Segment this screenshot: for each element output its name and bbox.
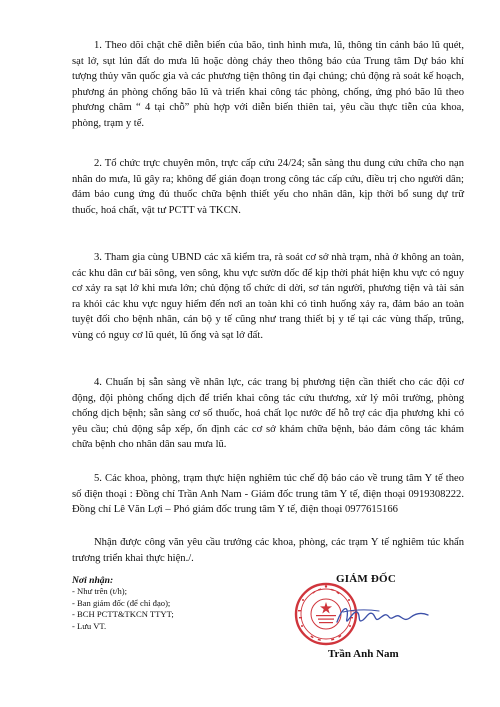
recipients-block [72, 575, 272, 632]
signer-position: GIÁM ĐỐC [336, 573, 396, 585]
paragraph-1: 1. Theo dõi chặt chẽ diễn biến của bão, tình hình mưa, lũ, thông tin cảnh báo lũ quét, sạt lở, sụt lún đất do mưa lũ hoặc dòng chảy theo thông báo của Trung tâm Dự báo khí tượng thủy văn quốc gia và các phương tiện thông tin đại chúng; chủ động rà soát kế hoạch, phương án phòng chống bão lũ và triển khai công tác phòng, chống, ứng phó bão lũ theo phương châm “ 4 tại chỗ” phù hợp với diễn biến thiên tai, yêu cầu thực tiễn của khoa, phòng, trạm y tế. [72, 40, 464, 129]
recipients-title: Nơi nhận: [72, 575, 114, 586]
signer-name: Trần Anh Nam [328, 648, 399, 660]
recipient-item: - BCH PCTT&TKCN TTYT; [72, 609, 174, 620]
closing-paragraph: Nhận được công văn yêu cầu trưởng các khoa, phòng, các trạm Y tế nghiêm túc khẩn trương triển khai thực hiện./. [72, 537, 464, 564]
recipient-item: - Lưu VT. [72, 620, 107, 631]
paragraph-2: 2. Tổ chức trực chuyên môn, trực cấp cứu 24/24; sẵn sàng thu dung cứu chữa cho nạn nhân do mưa, lũ gây ra; không để gián đoạn trong công tác cấp cứu, điều trị cho người dân; đảm bảo cung ứng đủ thuốc chữa bệnh thiết yếu cho nhân dân, kịp thời bổ sung dự trữ thuốc, hoá chất, vật tư PCTT và TKCN. [72, 158, 464, 216]
recipient-item: - Ban giám đốc (để chỉ đạo); [72, 597, 171, 608]
paragraph-5: 5. Các khoa, phòng, trạm thực hiện nghiêm túc chế độ báo cáo về trung tâm Y tế theo số điện thoại : Đồng chí Trần Anh Nam - Giám đốc trung tâm Y tế, điện thoại 0919308222. Đồng chí Lê Văn Lợi – Phó giám đốc trung tâm Y tế, điện thoại 0977615166 [72, 473, 464, 516]
paragraph-3: 3. Tham gia cùng UBND các xã kiểm tra, rà soát cơ sở nhà trạm, nhà ở không an toàn, các khu dân cư bãi sông, ven sông, khu vực sườn dốc để kịp thời phát hiện khu vực có nguy cơ xảy ra sạt lở khi mưa lớn; chủ động tổ chức di dời, sơ tán người, phương tiện và tài sản ra khỏi các khu vực nguy hiểm đến nơi an toàn khi có tình huống xảy ra, đảm bảo an toàn tuyệt đối cho bệnh nhân, cán bộ y tế cũng như trang thiết bị y tế tại các vùng thấp, trũng, vùng có nguy cơ lũ quét, lũ ống và sạt lở đất. [72, 252, 464, 341]
paragraph-4: 4. Chuẩn bị sẵn sàng về nhân lực, các trang bị phương tiện cần thiết cho các đội cơ động, đội phòng chống dịch để triển khai công tác cứu thương, xử lý môi trường, phòng chống dịch bệnh; sẵn sàng cơ số thuốc, hoá chất lọc nước để hỗ trợ các địa phương khi có yêu cầu; chủ động sắp xếp, ổn định các cơ sở khám chữa bệnh, bảo đảm công tác khám chữa bệnh cho nhân dân sau mưa lũ. [72, 377, 464, 451]
recipient-item: - Như trên (t/h); [72, 586, 128, 597]
handwritten-signature-icon [333, 600, 433, 632]
